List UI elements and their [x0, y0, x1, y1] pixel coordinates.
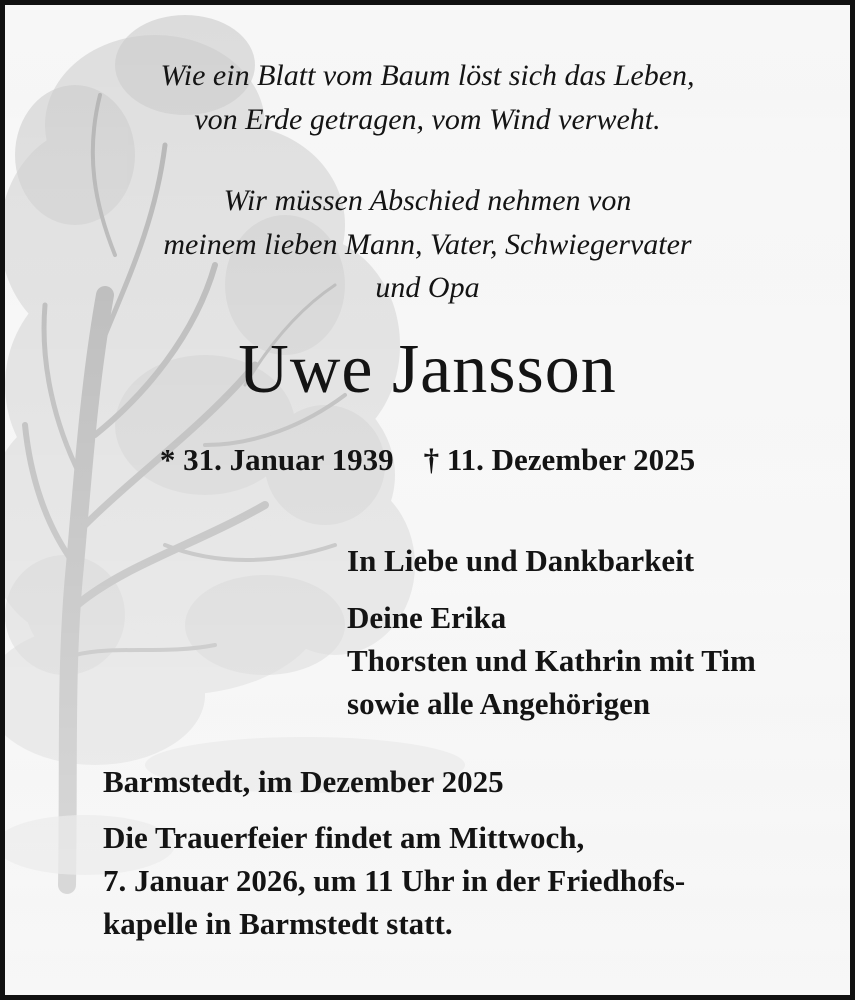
mourner-line-2: Thorsten und Kathrin mit Tim	[347, 643, 756, 678]
mourner-line-3: sowie alle Angehörigen	[347, 686, 651, 721]
funeral-line-3: kapelle in Barmstedt statt.	[103, 906, 453, 941]
verse-line-1: Wie ein Blatt vom Baum löst sich das Leben,	[160, 59, 695, 92]
dedication-line: In Liebe und Dankbarkeit	[347, 543, 695, 578]
birth-date: * 31. Januar 1939	[159, 442, 394, 477]
life-dates	[5, 440, 850, 480]
mourner-line-1: Deine Erika	[347, 600, 507, 635]
funeral-line-2: 7. Januar 2026, um 11 Uhr in der Friedhofs-	[103, 863, 686, 898]
farewell-line-2: meinem lieben Mann, Vater, Schwiegervater	[163, 228, 692, 261]
funeral-line-1: Die Trauerfeier findet am Mittwoch,	[103, 820, 585, 855]
death-date: † 11. Dezember 2025	[423, 442, 696, 477]
deceased-name: Uwe Jansson	[238, 331, 617, 408]
farewell-line-3: und Opa	[375, 271, 480, 304]
verse-line-2: von Erde getragen, vom Wind verweht.	[194, 103, 661, 136]
farewell-line-1: Wir müssen Abschied nehmen von	[223, 184, 632, 217]
place-date: Barmstedt, im Dezember 2025	[103, 764, 504, 799]
